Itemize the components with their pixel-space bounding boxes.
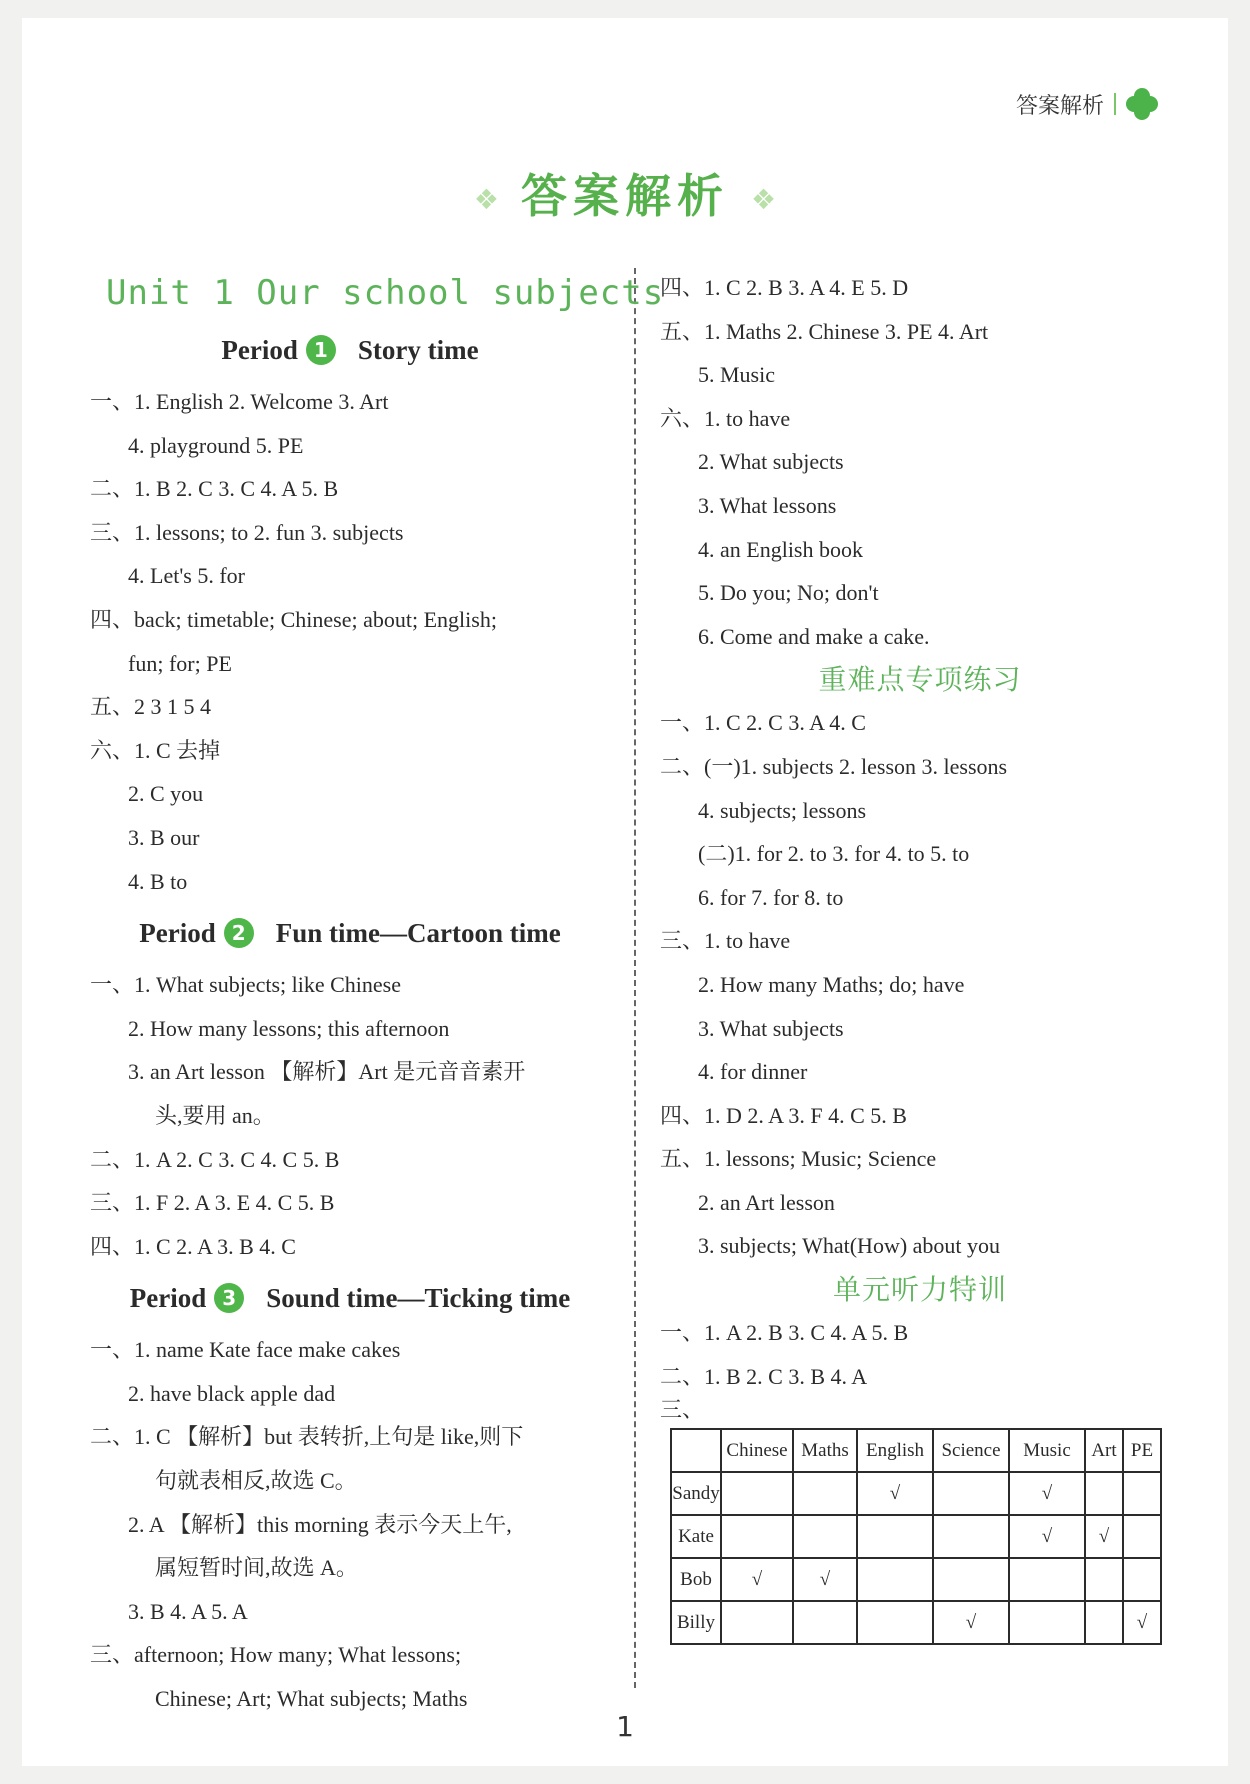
table-cell bbox=[721, 1472, 793, 1515]
table-cell bbox=[1085, 1558, 1123, 1601]
page-title: ❖ 答案解析 ❖ bbox=[473, 169, 777, 223]
table-header-row bbox=[671, 1429, 1161, 1472]
answer-line: 二、1. C 【解析】but 表转折,上句是 like,则下 bbox=[90, 1424, 524, 1450]
answer-line: 头,要用 an。 bbox=[155, 1102, 275, 1128]
answer-line: 2. What subjects bbox=[698, 449, 844, 475]
table-header-cell: Chinese bbox=[721, 1429, 793, 1472]
column-divider bbox=[634, 268, 636, 1688]
answer-line: 3. What subjects bbox=[698, 1015, 844, 1041]
table-cell bbox=[793, 1515, 857, 1558]
row-name-cell: Billy bbox=[671, 1601, 721, 1644]
table-cell bbox=[857, 1558, 933, 1601]
period-1-heading: Period 1 Story time bbox=[221, 335, 479, 365]
answer-line: 属短暂时间,故选 A。 bbox=[155, 1555, 358, 1581]
answer-line: 2. C you bbox=[128, 781, 204, 807]
row-name-cell: Bob bbox=[671, 1558, 721, 1601]
period-2-answers bbox=[90, 963, 610, 1268]
answer-line: 3. What lessons bbox=[698, 492, 837, 518]
answer-line: 一、1. C 2. C 3. A 4. C bbox=[660, 710, 866, 736]
key-points-answers bbox=[660, 701, 1180, 1268]
answer-line: 4. playground 5. PE bbox=[128, 432, 304, 458]
answer-line: 一、1. English 2. Welcome 3. Art bbox=[90, 389, 389, 414]
table-row bbox=[671, 1472, 1161, 1515]
answer-line: 句就表相反,故选 C。 bbox=[155, 1468, 357, 1494]
table-cell bbox=[793, 1472, 857, 1515]
table-cell bbox=[933, 1515, 1009, 1558]
table-cell: √ bbox=[721, 1558, 793, 1601]
table-row bbox=[671, 1601, 1161, 1644]
answer-line: 5. Do you; No; don't bbox=[698, 580, 879, 606]
section-heading-key-points: 重难点专项练习 bbox=[818, 663, 1022, 697]
answer-line: 二、1. B 2. C 3. C 4. A 5. B bbox=[90, 476, 339, 502]
table-cell: √ bbox=[793, 1558, 857, 1601]
period-1-answers bbox=[90, 380, 610, 903]
page-number: 1 bbox=[616, 1710, 634, 1743]
answer-line: 三、1. to have bbox=[660, 928, 791, 954]
answer-line: Chinese; Art; What subjects; Maths bbox=[155, 1686, 468, 1712]
answer-line: 2. have black apple dad bbox=[128, 1380, 336, 1406]
answer-line: 四、1. D 2. A 3. F 4. C 5. B bbox=[660, 1102, 907, 1128]
table-cell bbox=[793, 1601, 857, 1644]
table-cell bbox=[933, 1472, 1009, 1515]
answer-line: 三、 bbox=[660, 1397, 705, 1423]
table-cell: √ bbox=[857, 1472, 933, 1515]
table-cell bbox=[721, 1601, 793, 1644]
answer-line: 3. B 4. A 5. A bbox=[128, 1598, 248, 1624]
table-header-cell bbox=[671, 1429, 721, 1472]
answer-line: 五、2 3 1 5 4 bbox=[90, 694, 212, 720]
table-header-cell: Art bbox=[1085, 1429, 1123, 1472]
table-cell: √ bbox=[1085, 1515, 1123, 1558]
table-cell bbox=[1085, 1472, 1123, 1515]
answer-line: 四、1. C 2. A 3. B 4. C bbox=[90, 1233, 296, 1259]
table-cell bbox=[1123, 1558, 1161, 1601]
answer-line: 二、(一)1. subjects 2. lesson 3. lessons bbox=[660, 753, 1008, 779]
row-name-cell: Sandy bbox=[671, 1472, 721, 1515]
answer-line: 4. for dinner bbox=[698, 1059, 808, 1085]
period-number-badge: 1 bbox=[306, 335, 336, 365]
table-cell bbox=[1085, 1601, 1123, 1644]
right-column bbox=[660, 266, 1180, 1645]
table-cell bbox=[857, 1515, 933, 1558]
table-row bbox=[671, 1558, 1161, 1601]
listening-answers bbox=[660, 1311, 1180, 1422]
answer-line: 3. subjects; What(How) about you bbox=[698, 1233, 1001, 1259]
answer-line: 四、1. C 2. B 3. A 4. E 5. D bbox=[660, 275, 909, 300]
header-divider bbox=[1114, 93, 1116, 115]
answer-line: 二、1. A 2. C 3. C 4. C 5. B bbox=[90, 1146, 340, 1172]
table-cell bbox=[933, 1558, 1009, 1601]
table-cell: √ bbox=[1123, 1601, 1161, 1644]
answer-line: 3. B our bbox=[128, 824, 200, 850]
table-cell bbox=[721, 1515, 793, 1558]
answer-line: 四、back; timetable; Chinese; about; English; bbox=[90, 606, 497, 632]
answer-line: 2. How many lessons; this afternoon bbox=[128, 1015, 450, 1041]
answer-line: 2. How many Maths; do; have bbox=[698, 971, 965, 997]
table-cell: √ bbox=[1009, 1472, 1085, 1515]
answer-line: 三、1. lessons; to 2. fun 3. subjects bbox=[90, 519, 404, 545]
answer-line: 2. an Art lesson bbox=[698, 1189, 835, 1215]
answer-line: 4. Let's 5. for bbox=[128, 563, 245, 589]
answer-line: 五、1. Maths 2. Chinese 3. PE 4. Art bbox=[660, 318, 989, 344]
answer-line: 6. Come and make a cake. bbox=[698, 623, 930, 649]
answer-line: fun; for; PE bbox=[128, 650, 232, 676]
period-2-heading: Period 2 Fun time—Cartoon time bbox=[139, 918, 561, 949]
answer-line: (二)1. for 2. to 3. for 4. to 5. to bbox=[698, 841, 970, 867]
answer-line: 4. B to bbox=[128, 868, 188, 894]
answer-line: 5. Music bbox=[698, 362, 775, 388]
answer-line: 一、1. What subjects; like Chinese bbox=[90, 972, 401, 998]
table-header-cell: Science bbox=[933, 1429, 1009, 1472]
answer-line: 3. an Art lesson 【解析】Art 是元音音素开 bbox=[128, 1059, 526, 1085]
table-header-cell: Maths bbox=[793, 1429, 857, 1472]
answer-line: 二、1. B 2. C 3. B 4. A bbox=[660, 1363, 868, 1389]
answer-line: 五、1. lessons; Music; Science bbox=[660, 1146, 937, 1172]
period-number-badge: 3 bbox=[214, 1283, 244, 1313]
period-3-answers bbox=[90, 1328, 610, 1720]
unit-title: Unit 1 Our school subjects bbox=[106, 273, 665, 313]
period-number-badge: 2 bbox=[224, 918, 254, 948]
table-header-cell: PE bbox=[1123, 1429, 1161, 1472]
answer-line: 2. A 【解析】this morning 表示今天上午, bbox=[128, 1511, 512, 1537]
period-3-answers-continued bbox=[660, 266, 1180, 658]
table-cell bbox=[1009, 1558, 1085, 1601]
table-cell bbox=[1009, 1601, 1085, 1644]
page-header bbox=[1016, 88, 1158, 120]
answer-line: 6. for 7. for 8. to bbox=[698, 884, 844, 910]
table-header-cell: English bbox=[857, 1429, 933, 1472]
row-name-cell: Kate bbox=[671, 1515, 721, 1558]
answer-line: 六、1. C 去掉 bbox=[90, 737, 221, 763]
answer-page bbox=[22, 18, 1228, 1766]
table-cell: √ bbox=[1009, 1515, 1085, 1558]
answer-line: 三、1. F 2. A 3. E 4. C 5. B bbox=[90, 1190, 335, 1216]
answer-line: 三、afternoon; How many; What lessons; bbox=[90, 1642, 462, 1668]
table-cell: √ bbox=[933, 1601, 1009, 1644]
clover-icon bbox=[1126, 88, 1158, 120]
table-cell bbox=[1123, 1472, 1161, 1515]
answer-line: 4. an English book bbox=[698, 536, 863, 562]
answer-line: 一、1. name Kate face make cakes bbox=[90, 1337, 401, 1363]
answer-line: 六、1. to have bbox=[660, 405, 791, 431]
table-header-cell: Music bbox=[1009, 1429, 1085, 1472]
table-row bbox=[671, 1515, 1161, 1558]
header-label: 答案解析 bbox=[1015, 93, 1104, 119]
subjects-table bbox=[670, 1428, 1162, 1645]
section-heading-listening: 单元听力特训 bbox=[832, 1273, 1007, 1307]
answer-line: 一、1. A 2. B 3. C 4. A 5. B bbox=[660, 1320, 909, 1346]
diamond-right-icon: ❖ bbox=[751, 183, 777, 216]
left-column bbox=[90, 266, 665, 1721]
diamond-left-icon: ❖ bbox=[473, 183, 499, 216]
answer-line: 4. subjects; lessons bbox=[698, 797, 867, 823]
table-cell bbox=[1123, 1515, 1161, 1558]
period-3-heading: Period 3 Sound time—Ticking time bbox=[129, 1283, 571, 1314]
table-cell bbox=[857, 1601, 933, 1644]
